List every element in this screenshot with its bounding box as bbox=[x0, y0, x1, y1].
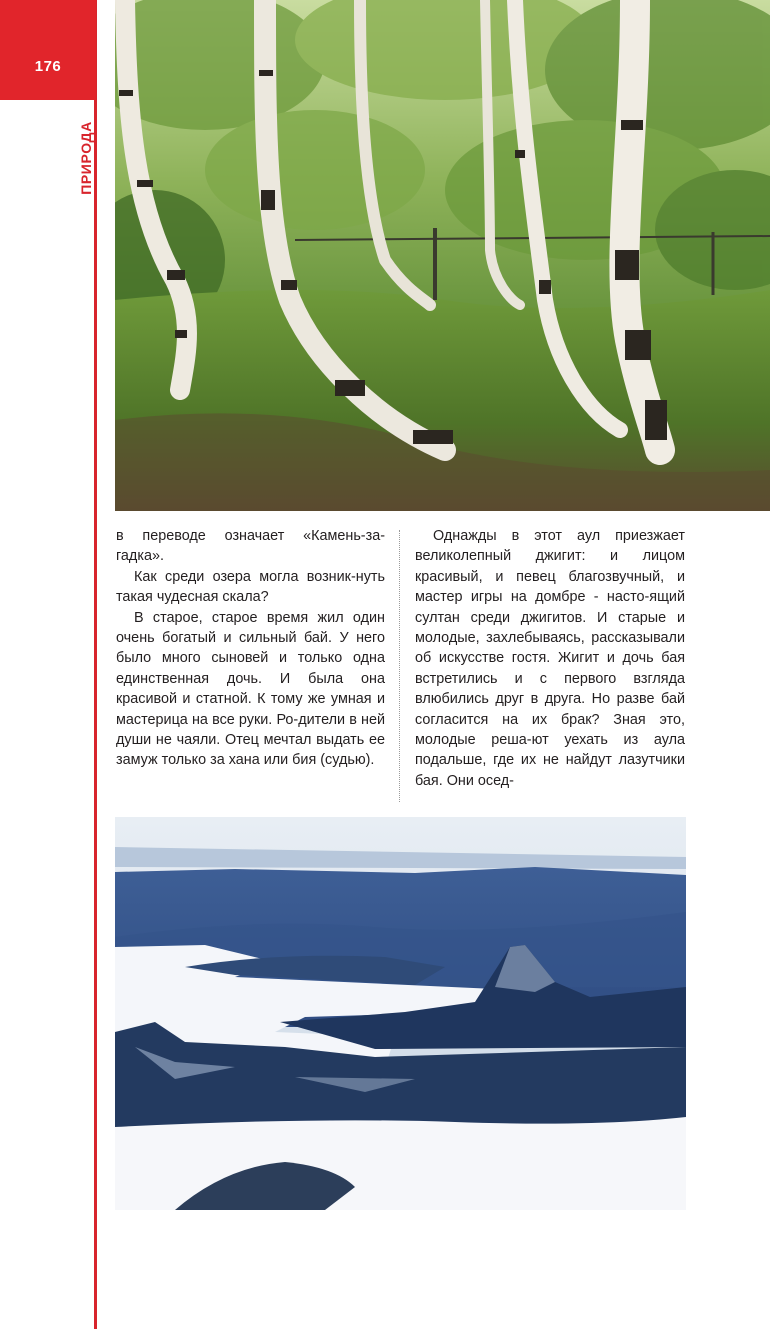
paragraph: В старое, старое время жил один очень богатый и сильный бай. У него было много сыновей и только одна единственная дочь. И была она красивой и статной. К тому же умная и мастерица на все руки. Ро-дители в ней души не чаяли. Отец мечтал выдать ее замуж только за хана или бия (судью). bbox=[116, 609, 385, 769]
article-column-left bbox=[116, 526, 385, 806]
article-column-right bbox=[415, 526, 685, 806]
paragraph: Однажды в этот аул приезжает великолепный джигит: и лицом красивый, и певец благозвучный, и мастер игры на домбре - насто-ящий султан среди джигитов. И старые и молодые, захлебываясь, рассказывали об искусстве гостя. Жигит и дочь бая встретились и с первого взгляда влюбились друг в друга. Но разве бай согласится на их брак? Зная это, молодые реша-ют уехать из аула подальше, где их не найдут лазутчики бая. Они осед- bbox=[415, 528, 685, 789]
page-number: 176 bbox=[34, 58, 62, 75]
page-number-tab bbox=[0, 0, 96, 100]
column-divider bbox=[399, 530, 400, 802]
winter-lake-photo bbox=[115, 817, 686, 1210]
paragraph: в переводе означает «Камень-за-гадка». bbox=[116, 528, 385, 565]
side-rule bbox=[94, 0, 97, 1329]
birch-forest-photo bbox=[115, 0, 770, 511]
paragraph: Как среди озера могла возник-нуть такая чудесная скала? bbox=[116, 568, 385, 606]
section-label bbox=[76, 118, 96, 198]
section-label-text: ПРИРОДА bbox=[78, 121, 94, 195]
